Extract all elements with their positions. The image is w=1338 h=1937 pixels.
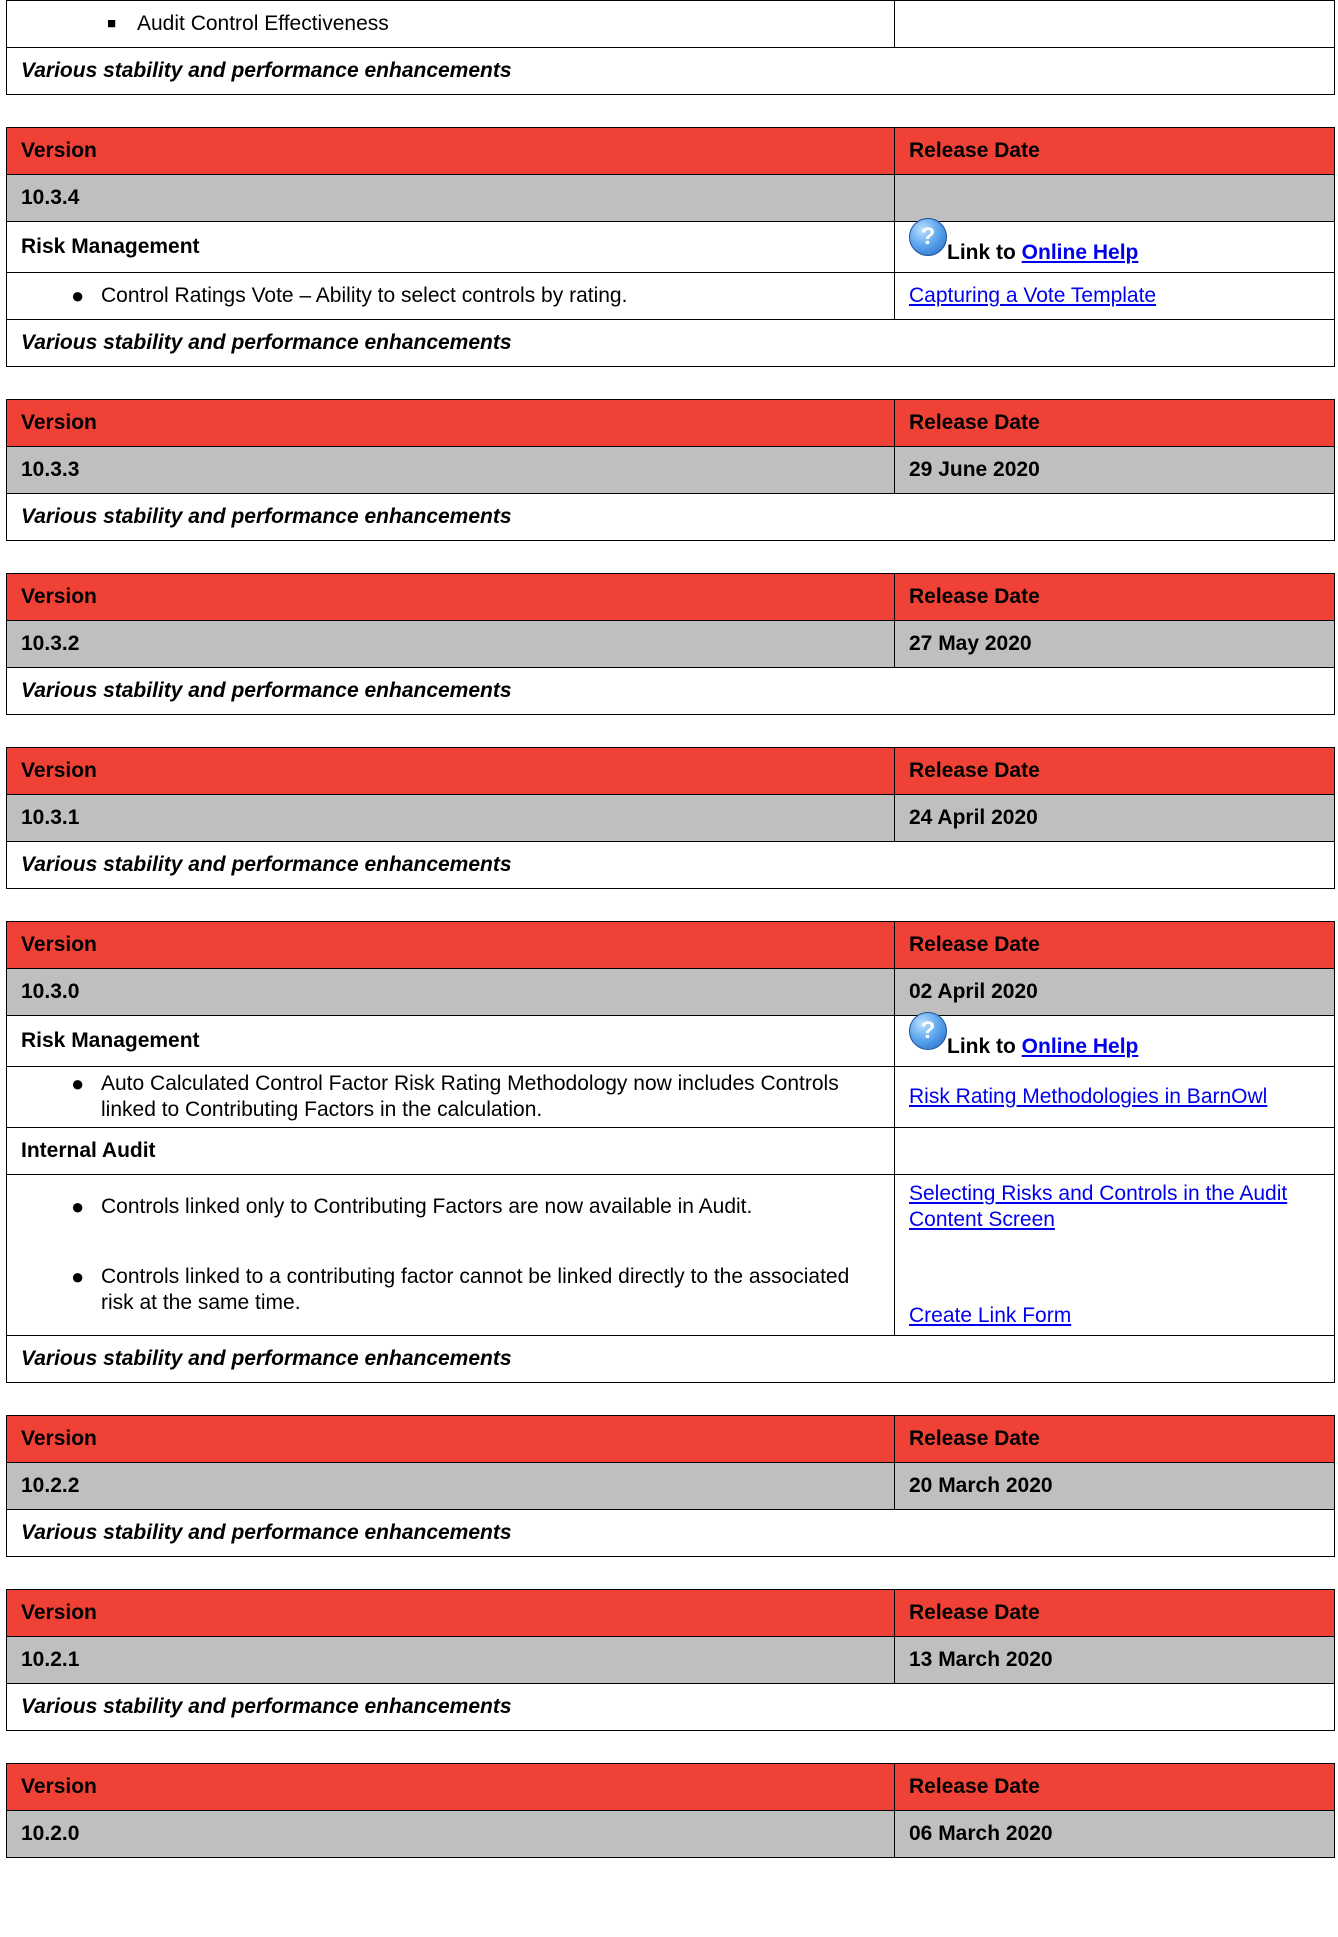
item-text: Controls linked only to Contributing Factors are now available in Audit. [101, 1195, 753, 1218]
release-table-partial [6, 0, 1335, 95]
version-number: 10.3.3 [7, 447, 895, 494]
section-row [7, 1128, 1335, 1175]
version-row [7, 795, 1335, 842]
release-date: 24 April 2020 [895, 795, 1335, 842]
table-row [7, 494, 1335, 541]
version-number: 10.2.1 [7, 1637, 895, 1684]
version-number: 10.3.4 [7, 175, 895, 222]
version-header: Version [7, 922, 895, 969]
footer-note: Various stability and performance enhancements [7, 1684, 1335, 1731]
release-date [895, 175, 1335, 222]
release-table-10-3-1 [6, 747, 1335, 889]
release-table-10-3-0 [6, 921, 1335, 1383]
version-number: 10.3.0 [7, 969, 895, 1016]
version-number: 10.2.2 [7, 1463, 895, 1510]
version-header: Version [7, 128, 895, 175]
footer-note: Various stability and performance enhancements [7, 48, 1335, 95]
release-table-10-2-2 [6, 1415, 1335, 1557]
table-row [7, 1, 1335, 48]
footer-note: Various stability and performance enhancements [7, 494, 1335, 541]
version-header: Version [7, 1764, 895, 1811]
release-table-10-2-0 [6, 1763, 1335, 1858]
help-question-icon: ? [909, 1012, 947, 1050]
square-bullet-icon: ■ [107, 15, 117, 32]
table-header-row [7, 748, 1335, 795]
link-to-label: Link to [947, 1035, 1016, 1058]
footer-note: Various stability and performance enhancements [7, 1336, 1335, 1383]
release-date-header: Release Date [895, 400, 1335, 447]
table-header-row [7, 1590, 1335, 1637]
table-row [7, 273, 1335, 320]
item-text: Audit Control Effectiveness [137, 12, 389, 35]
release-date-header: Release Date [895, 128, 1335, 175]
version-header: Version [7, 748, 895, 795]
version-row [7, 969, 1335, 1016]
section-row [7, 222, 1335, 273]
table-header-row [7, 574, 1335, 621]
release-notes-document [6, 0, 1334, 1858]
release-table-10-3-2 [6, 573, 1335, 715]
version-header: Version [7, 1416, 895, 1463]
version-row [7, 175, 1335, 222]
help-topic-link[interactable]: Capturing a Vote Template [909, 284, 1157, 307]
online-help-link-group [909, 1017, 1139, 1060]
footer-note: Various stability and performance enhancements [7, 668, 1335, 715]
section-title: Internal Audit [7, 1128, 895, 1175]
release-table-10-3-4 [6, 127, 1335, 367]
release-date: 02 April 2020 [895, 969, 1335, 1016]
link-to-label: Link to [947, 241, 1016, 264]
release-table-10-3-3 [6, 399, 1335, 541]
help-question-icon: ? [909, 218, 947, 256]
release-date-header: Release Date [895, 1590, 1335, 1637]
section-title: Risk Management [7, 222, 895, 273]
help-topic-link[interactable]: Risk Rating Methodologies in BarnOwl [909, 1085, 1268, 1108]
list-item [21, 1264, 880, 1316]
table-row [7, 1067, 1335, 1128]
list-item [21, 1194, 880, 1220]
footer-note: Various stability and performance enhancements [7, 320, 1335, 367]
footer-note: Various stability and performance enhancements [7, 1510, 1335, 1557]
bullet-icon: ● [71, 1194, 85, 1219]
version-number: 10.2.0 [7, 1811, 895, 1858]
version-row [7, 1811, 1335, 1858]
section-row [7, 1016, 1335, 1067]
release-date-header: Release Date [895, 1416, 1335, 1463]
footer-note: Various stability and performance enhancements [7, 842, 1335, 889]
release-date-header: Release Date [895, 1764, 1335, 1811]
table-header-row [7, 128, 1335, 175]
table-header-row [7, 922, 1335, 969]
version-number: 10.3.1 [7, 795, 895, 842]
section-title: Risk Management [7, 1016, 895, 1067]
list-item [21, 283, 880, 309]
release-date: 20 March 2020 [895, 1463, 1335, 1510]
version-header: Version [7, 574, 895, 621]
item-text: Control Ratings Vote – Ability to select controls by rating. [101, 284, 628, 307]
table-row [7, 1175, 1335, 1336]
table-row [7, 48, 1335, 95]
item-text: Controls linked to a contributing factor cannot be linked directly to the associated risk at the same time. [101, 1265, 850, 1314]
item-text: Auto Calculated Control Factor Risk Rating Methodology now includes Controls linked to Contributing Factors in the calculation. [101, 1072, 839, 1121]
table-header-row [7, 400, 1335, 447]
table-row [7, 842, 1335, 889]
table-row [7, 1336, 1335, 1383]
bullet-icon: ● [71, 1264, 85, 1289]
list-item [21, 1071, 880, 1123]
table-header-row [7, 1764, 1335, 1811]
release-table-10-2-1 [6, 1589, 1335, 1731]
table-row [7, 668, 1335, 715]
list-item [21, 11, 880, 37]
online-help-link[interactable]: Online Help [1021, 241, 1139, 264]
release-date-header: Release Date [895, 922, 1335, 969]
bullet-icon: ● [71, 283, 85, 308]
release-date: 13 March 2020 [895, 1637, 1335, 1684]
version-row [7, 621, 1335, 668]
version-row [7, 1463, 1335, 1510]
help-topic-link[interactable]: Create Link Form [909, 1304, 1072, 1327]
version-row [7, 1637, 1335, 1684]
table-row [7, 320, 1335, 367]
release-date: 06 March 2020 [895, 1811, 1335, 1858]
online-help-link[interactable]: Online Help [1021, 1035, 1139, 1058]
release-date-header: Release Date [895, 748, 1335, 795]
release-date: 29 June 2020 [895, 447, 1335, 494]
bullet-icon: ● [71, 1071, 85, 1096]
online-help-link-group [909, 223, 1139, 266]
version-number: 10.3.2 [7, 621, 895, 668]
version-header: Version [7, 1590, 895, 1637]
table-header-row [7, 1416, 1335, 1463]
table-row [7, 1684, 1335, 1731]
release-date-header: Release Date [895, 574, 1335, 621]
version-header: Version [7, 400, 895, 447]
version-row [7, 447, 1335, 494]
help-topic-link[interactable]: Selecting Risks and Controls in the Audit Content Screen [909, 1182, 1288, 1231]
table-row [7, 1510, 1335, 1557]
release-date: 27 May 2020 [895, 621, 1335, 668]
